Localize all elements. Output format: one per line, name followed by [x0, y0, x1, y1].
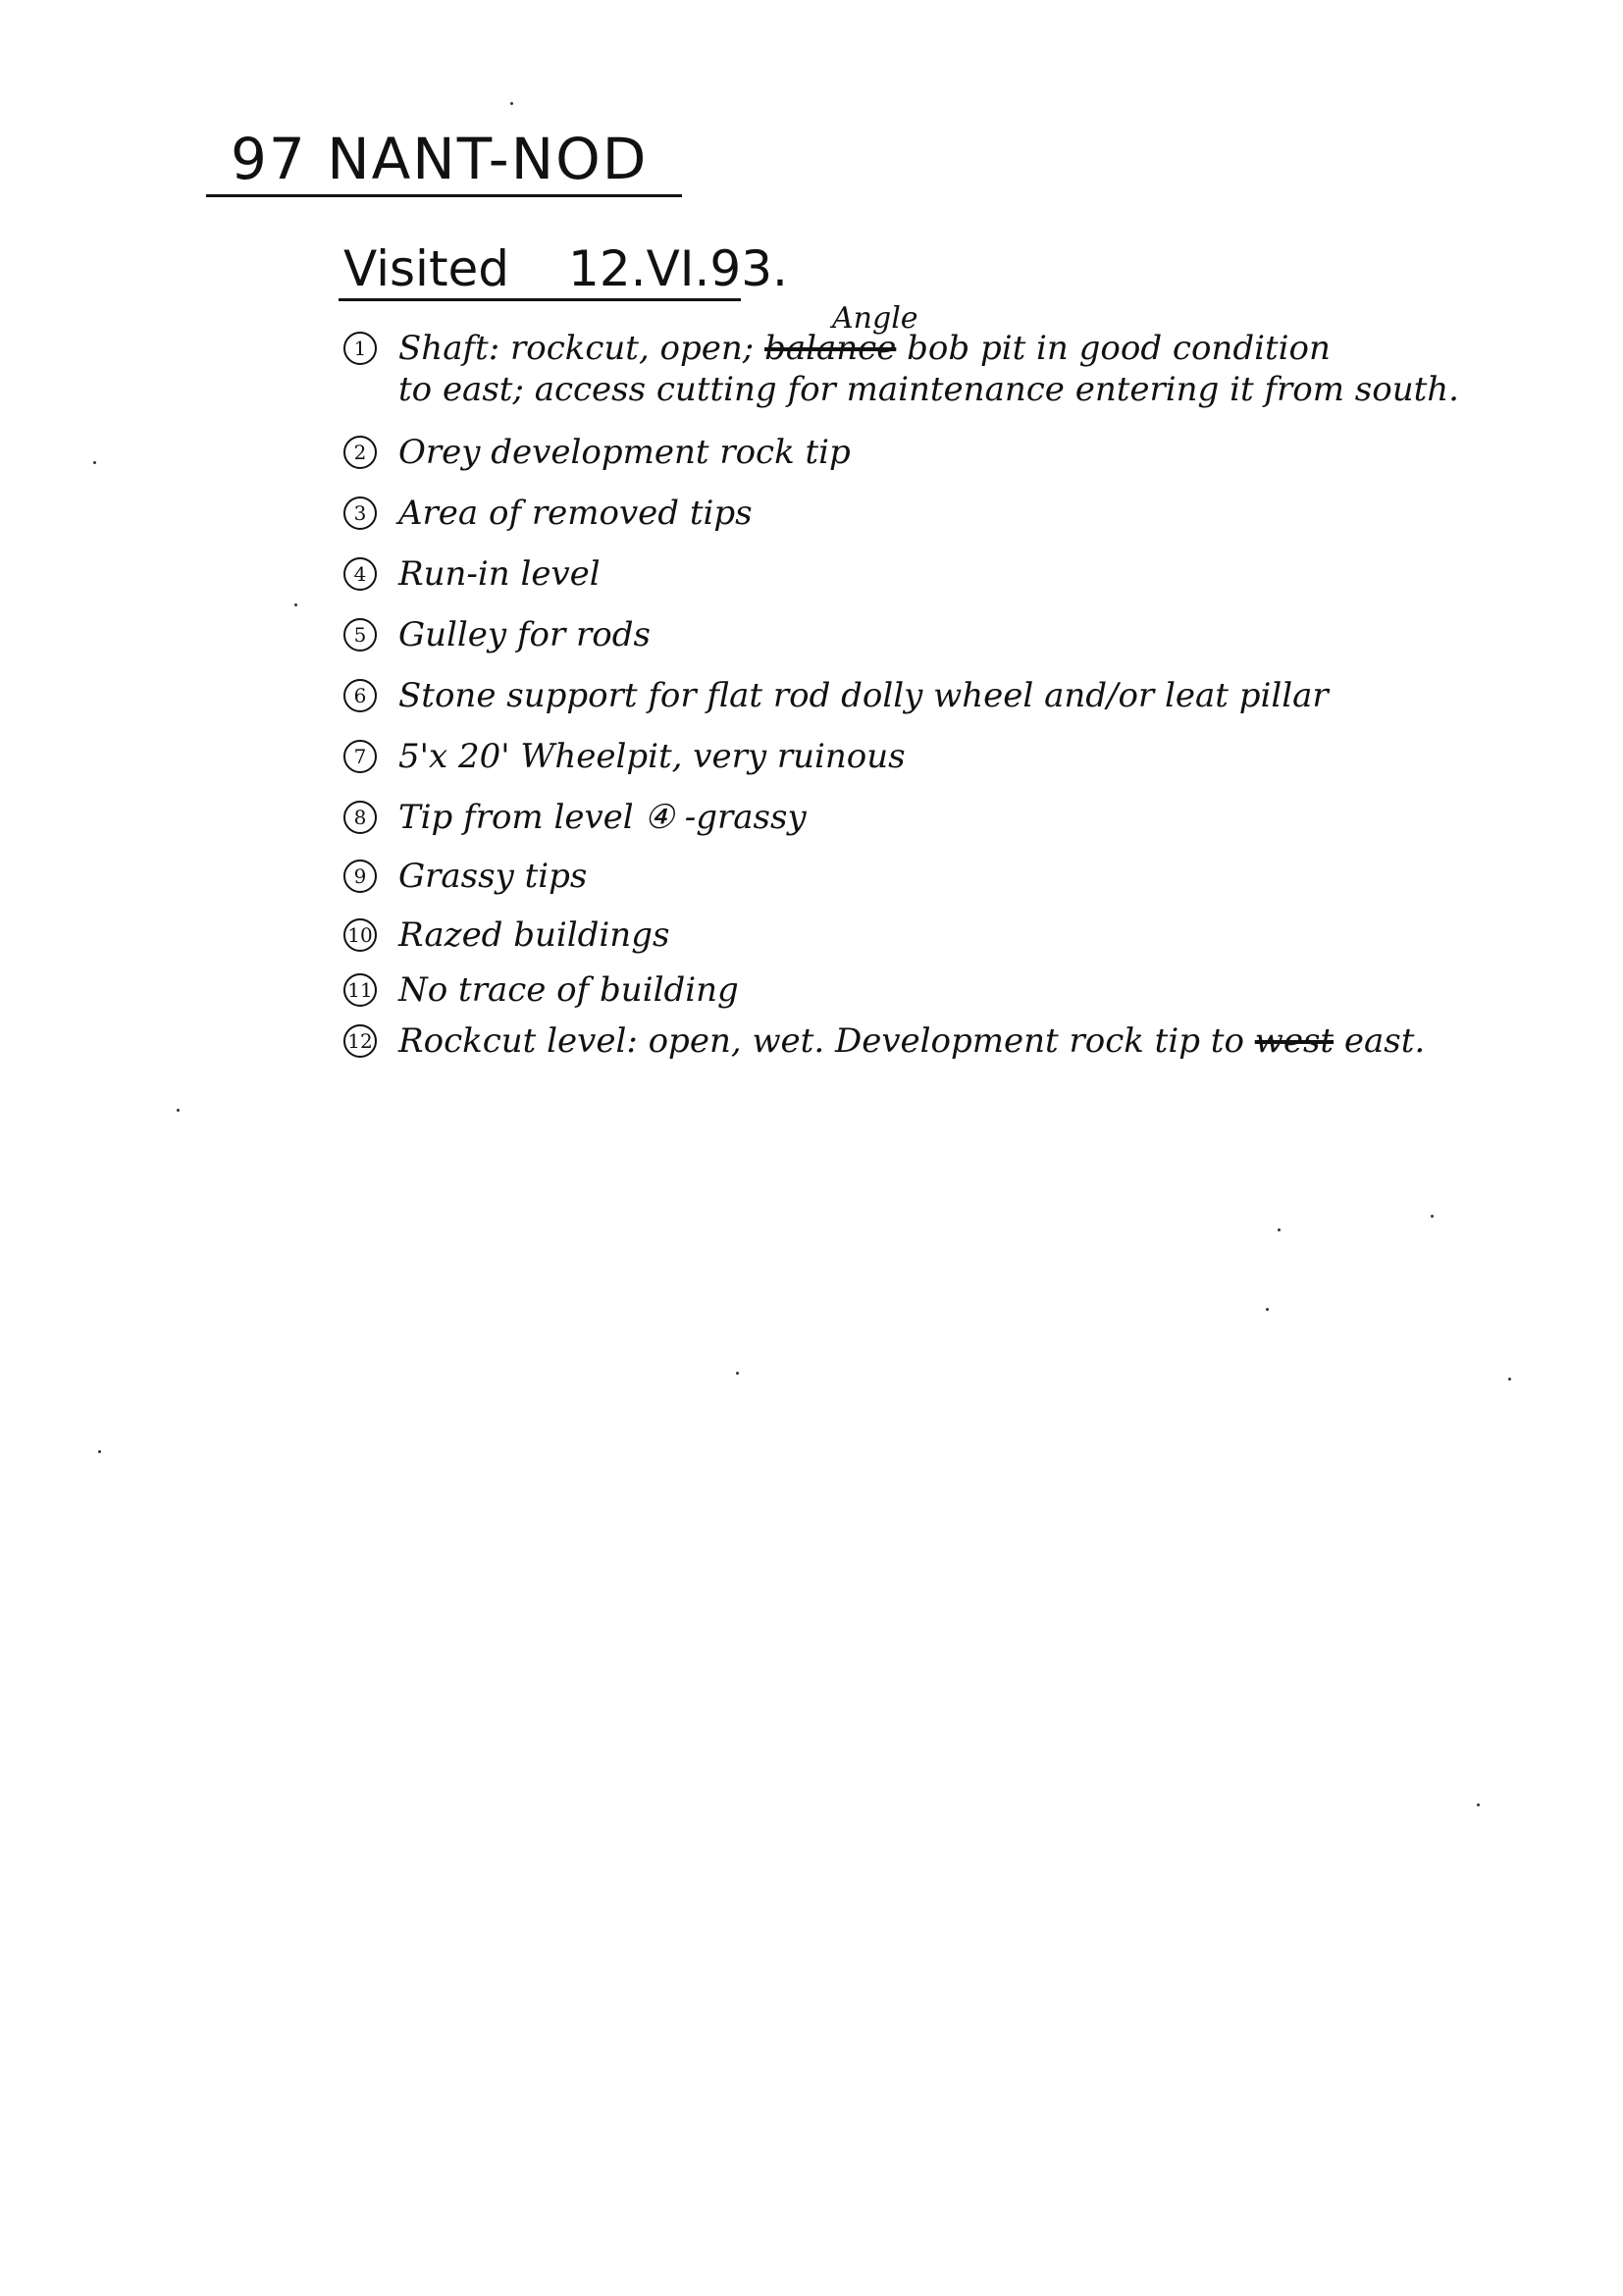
scan-speck — [98, 1450, 101, 1453]
scan-speck — [1477, 1803, 1480, 1806]
scan-speck — [1266, 1308, 1269, 1311]
visited-label: Visited — [343, 240, 510, 297]
item-number: 4 — [343, 557, 377, 591]
item-number: 6 — [343, 679, 377, 712]
item-number: 2 — [343, 436, 377, 469]
struck-word: balance — [764, 329, 897, 368]
struck-word: west — [1254, 1021, 1335, 1061]
item-number: 9 — [343, 860, 377, 893]
item-text: 5'x 20' Wheelpit, very ruinous — [398, 737, 906, 776]
scan-speck — [1278, 1228, 1281, 1231]
insertion-annotation: Angle — [832, 301, 918, 336]
item-number: 12 — [343, 1024, 377, 1058]
scan-speck — [294, 603, 297, 606]
item-text: Tip from level ④ -grassy — [398, 798, 807, 837]
scan-speck — [1431, 1215, 1434, 1218]
scan-speck — [736, 1372, 739, 1375]
list-item-1 — [343, 301, 1521, 410]
visited-line — [343, 240, 788, 297]
item-text-part: Shaft: rockcut, open; — [398, 329, 765, 368]
item-number: 3 — [343, 496, 377, 530]
list-item-9 — [343, 856, 1521, 897]
list-item-12 — [343, 1020, 1521, 1062]
item-text: No trace of building — [398, 970, 739, 1010]
list-item-7 — [343, 736, 1521, 777]
item-text: Gulley for rods — [398, 615, 651, 654]
item-number: 7 — [343, 740, 377, 773]
list-item-4 — [343, 553, 1521, 595]
list-item-11 — [343, 969, 1521, 1011]
item-number: 11 — [343, 973, 377, 1007]
item-number: 8 — [343, 801, 377, 834]
item-text: Orey development rock tip — [398, 433, 851, 472]
list-item-3 — [343, 493, 1521, 534]
list-item-8 — [343, 797, 1521, 838]
item-number: 1 — [343, 332, 377, 365]
visited-underline — [339, 298, 741, 301]
scan-speck — [510, 102, 513, 105]
item-list — [343, 301, 1521, 1062]
list-item-5 — [343, 614, 1521, 655]
item-text: Grassy tips — [398, 857, 588, 896]
item-text-part: Rockcut level: open, wet. Development rock tip to — [398, 1021, 1255, 1061]
item-text-part: east. — [1334, 1021, 1426, 1061]
item-number: 5 — [343, 618, 377, 652]
list-item-2 — [343, 432, 1521, 473]
list-item-10 — [343, 914, 1521, 956]
item-text: Run-in level — [398, 554, 601, 594]
scan-speck — [1508, 1378, 1511, 1381]
item-text: Stone support for flat rod dolly wheel and/or leat pillar — [398, 676, 1329, 715]
visited-date: 12.VI.93. — [568, 240, 788, 297]
item-number: 10 — [343, 918, 377, 952]
item-text: Razed buildings — [398, 915, 670, 955]
item-text-continuation: to east; access cutting for maintenance entering it from south. — [398, 370, 1459, 409]
scan-speck — [93, 461, 96, 464]
page-title: 97 NANT-NOD — [231, 126, 649, 192]
scan-speck — [177, 1109, 180, 1112]
item-text-part: bob pit in good condition — [896, 329, 1331, 368]
list-item-6 — [343, 675, 1521, 716]
item-text: Area of removed tips — [398, 494, 753, 533]
item-text — [398, 1020, 1425, 1062]
title-underline — [206, 194, 682, 197]
item-text — [398, 301, 1459, 410]
